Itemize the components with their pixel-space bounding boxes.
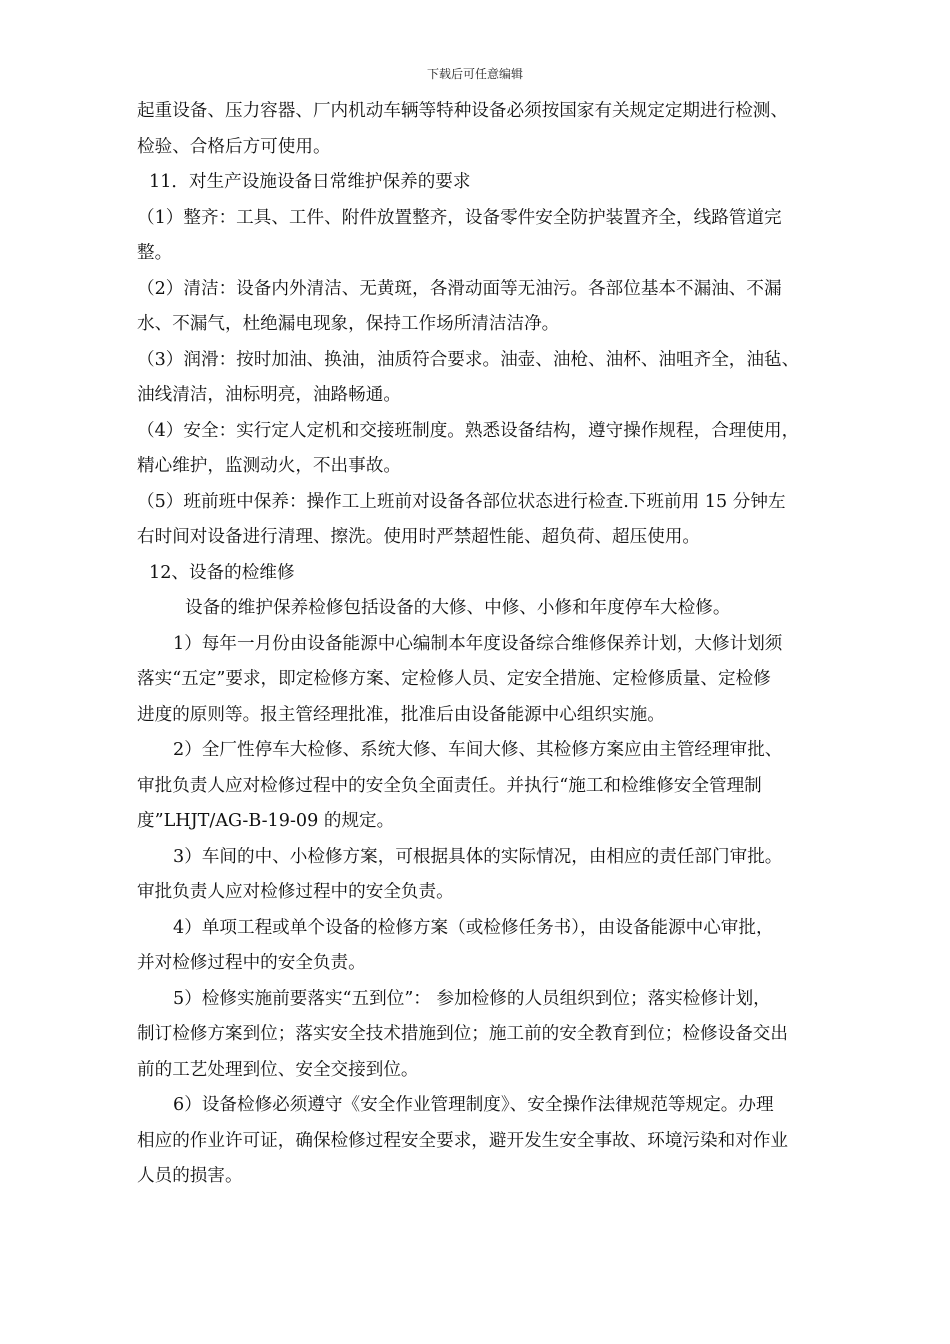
numbered-point-5	[137, 982, 857, 1089]
numbered-point-3	[137, 840, 857, 911]
text-line: 设备的维护保养检修包括设备的大修、中修、小修和年度停车大检修。	[185, 598, 731, 618]
list-item-safety	[137, 414, 857, 485]
list-item-lubricate	[137, 343, 857, 414]
numbered-point-4	[137, 911, 857, 982]
text-line: 整。	[137, 243, 173, 263]
text-line: 油线清洁，油标明亮，油路畅通。	[137, 385, 401, 405]
text-line: 起重设备、压力容器、厂内机动车辆等特种设备必须按国家有关规定定期进行检测、	[137, 101, 788, 121]
text-line: 制订检修方案到位；落实安全技术措施到位；施工前的安全教育到位；检修设备交出	[137, 1024, 788, 1044]
text-line: 1）每年一月份由设备能源中心编制本年度设备综合维修保养计划，大修计划须	[173, 633, 783, 654]
text-line: 6）设备检修必须遵守《安全作业管理制度》、安全操作法律规范等规定。办理	[173, 1095, 774, 1115]
text-line: 检验、合格后方可使用。	[137, 136, 331, 157]
numbered-point-1	[137, 627, 857, 734]
text-line: 4）单项工程或单个设备的检修方案（或检修任务书），由设备能源中心审批，	[173, 917, 774, 938]
text-line: 精心维护，监测动火，不出事故。	[137, 456, 401, 476]
text-line: （4）安全：实行定人定机和交接班制度。熟悉设备结构，遵守操作规程，合理使用，	[137, 420, 800, 441]
text-line: 审批负责人应对检修过程中的安全负责。	[137, 882, 454, 902]
section-heading-12	[137, 556, 857, 592]
text-line: （3）润滑：按时加油、换油，油质符合要求。油壶、油枪、油杯、油咀齐全，油毡、	[137, 349, 800, 370]
numbered-point-2	[137, 733, 857, 840]
text-line: （5）班前班中保养：操作工上班前对设备各部位状态进行检查.下班前用 15 分钟左	[137, 491, 786, 512]
text-line: 水、不漏气，杜绝漏电现象，保持工作场所清洁洁净。	[137, 314, 560, 334]
list-item-shift	[137, 485, 857, 556]
text-line: （1）整齐：工具、工件、附件放置整齐，设备零件安全防护装置齐全，线路管道完	[137, 207, 782, 228]
text-line: 5）检修实施前要落实“五到位”： 参加检修的人员组织到位；落实检修计划，	[173, 988, 771, 1009]
document-body	[137, 94, 857, 1195]
page-header: 下载后可任意编辑	[426, 67, 523, 81]
text-line: 相应的作业许可证，确保检修过程安全要求，避开发生安全事故、环境污染和对作业	[137, 1130, 788, 1151]
section-heading-11	[137, 165, 857, 201]
text-line: 并对检修过程中的安全负责。	[137, 953, 366, 973]
paragraph-maintenance-intro	[137, 591, 857, 627]
list-item-clean	[137, 272, 857, 343]
text-line: （2）清洁：设备内外清洁、无黄斑，各滑动面等无油污。各部位基本不漏油、不漏	[137, 278, 782, 299]
paragraph-special-equipment	[137, 94, 857, 165]
text-line: 3）车间的中、小检修方案，可根据具体的实际情况，由相应的责任部门审批。	[173, 846, 783, 867]
heading-text: 11．对生产设施设备日常维护保养的要求	[149, 172, 471, 192]
text-line: 进度的原则等。报主管经理批准，批准后由设备能源中心组织实施。	[137, 704, 665, 725]
text-line: 落实“五定”要求，即定检修方案、定检修人员、定安全措施、定检修质量、定检修	[137, 669, 771, 689]
list-item-neat	[137, 201, 857, 272]
text-line: 度”LHJT/AG-B-19-09 的规定。	[137, 811, 395, 831]
numbered-point-6	[137, 1088, 857, 1195]
text-line: 人员的损害。	[137, 1166, 243, 1186]
text-line: 前的工艺处理到位、安全交接到位。	[137, 1059, 419, 1080]
text-line: 右时间对设备进行清理、擦洗。使用时严禁超性能、超负荷、超压使用。	[137, 527, 701, 547]
heading-text: 12、设备的检维修	[149, 562, 295, 583]
text-line: 审批负责人应对检修过程中的安全负全面责任。并执行“施工和检维修安全管理制	[137, 775, 762, 796]
text-line: 2）全厂性停车大检修、系统大修、车间大修、其检修方案应由主管经理审批、	[173, 740, 783, 760]
